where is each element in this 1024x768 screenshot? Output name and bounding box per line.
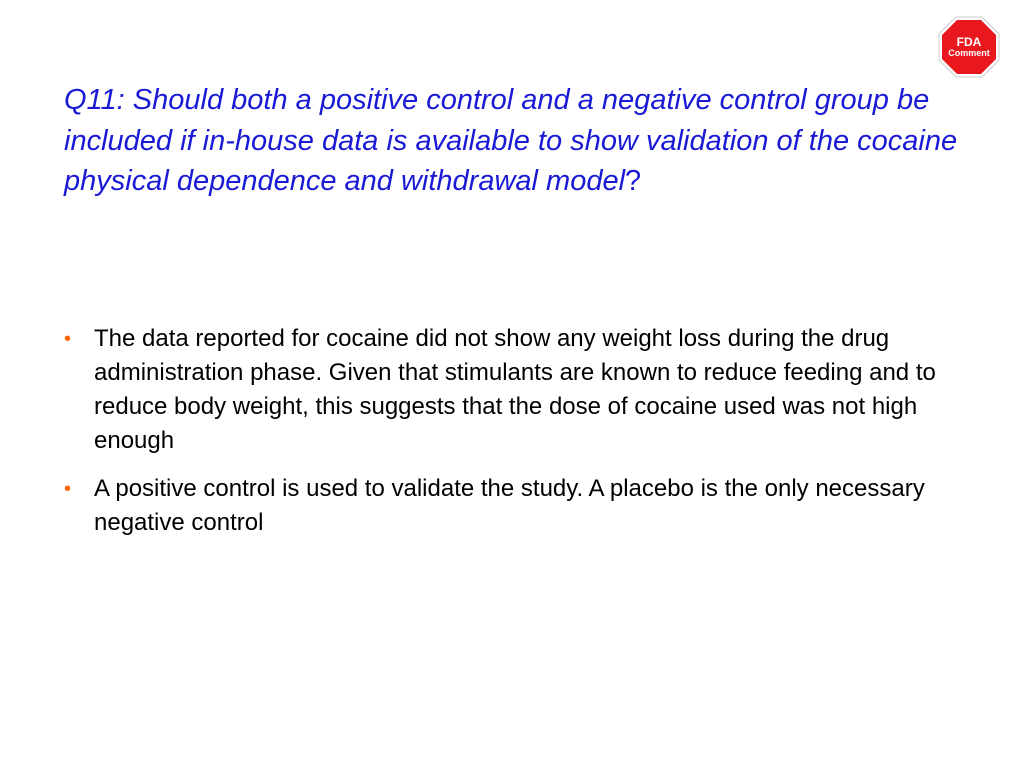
badge-line-comment: Comment <box>948 47 990 58</box>
bullet-item <box>64 322 964 458</box>
bullet-text: A positive control is used to validate the study. A placebo is the only necessary negative control <box>94 475 925 536</box>
bullet-item <box>64 472 964 540</box>
title-question-mark: ? <box>625 165 642 197</box>
badge-text <box>938 16 1000 78</box>
title-main: Q11: Should both a positive control and a negative control group be included if in-house data is available to show validation of the cocaine physical dependence and withdrawal model <box>64 84 958 197</box>
bullet-text: The data reported for cocaine did not show any weight loss during the drug administration phase. Given that stimulants are known to reduce feeding and to reduce body weight, this suggests that the dose of cocaine used was not high enough <box>94 325 936 454</box>
fda-comment-badge <box>938 16 1000 78</box>
bullet-marker: • <box>64 328 72 350</box>
slide-title <box>64 80 964 202</box>
bullet-marker: • <box>64 478 72 500</box>
badge-line-fda: FDA <box>956 34 982 49</box>
bullet-list <box>64 322 964 554</box>
